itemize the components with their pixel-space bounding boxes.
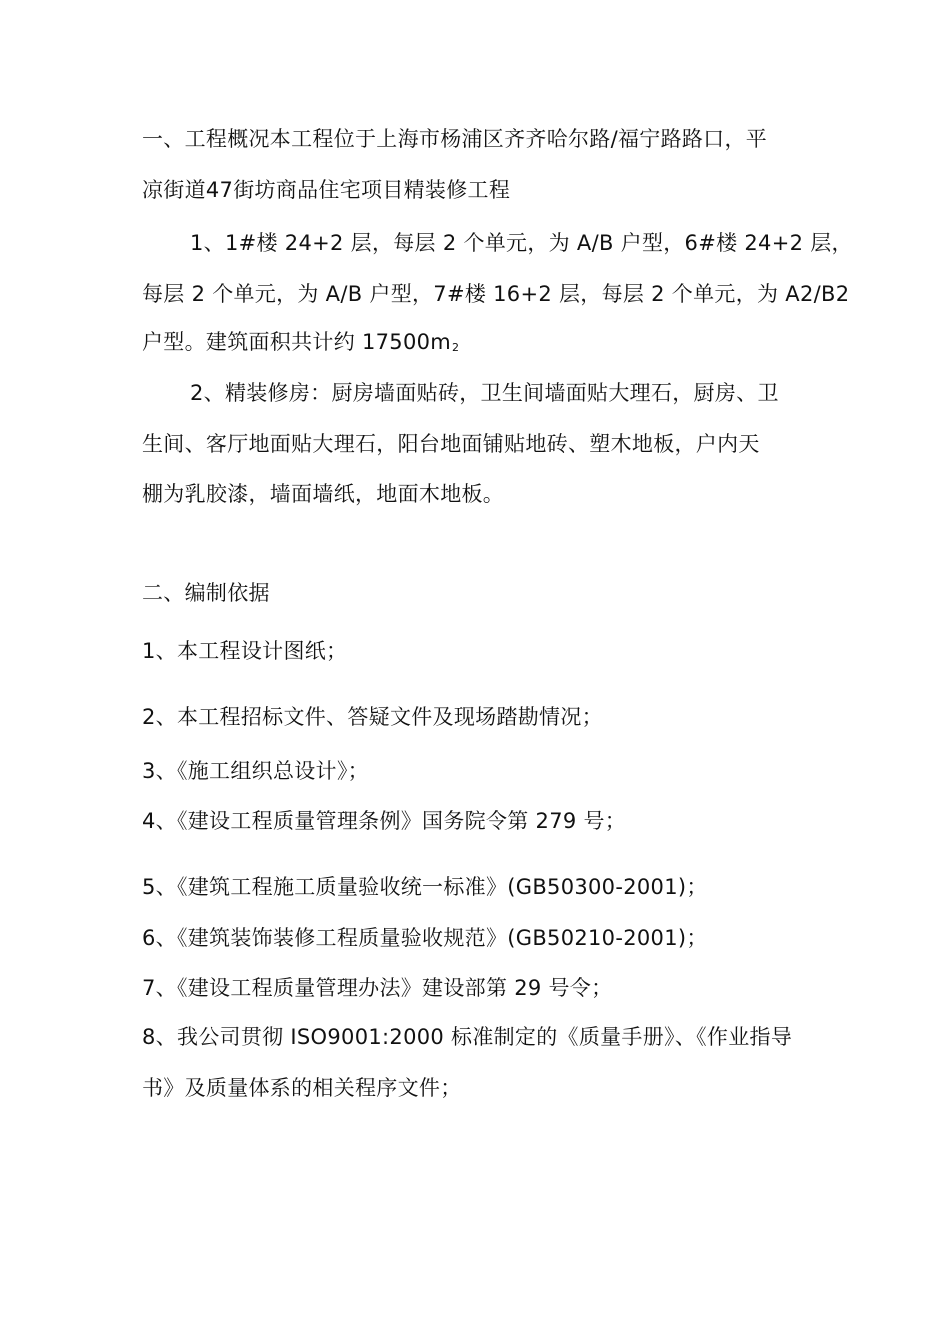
section1-item1-line2: 每层 2 个单元，为 A/B 户型，7#楼 16+2 层，每层 2 个单元，为 A2/B2: [142, 282, 850, 306]
area-unit-subscript: 2: [452, 341, 460, 354]
section1-item1-line1: 1、1#楼 24+2 层，每层 2 个单元，为 A/B 户型，6#楼 24+2 层，: [190, 231, 853, 255]
basis-item-1: 1、本工程设计图纸；: [142, 639, 348, 663]
basis-item-3: 3、《施工组织总设计》；: [142, 759, 369, 783]
section1-heading-line2: 凉街道47街坊商品住宅项目精装修工程: [142, 178, 511, 202]
section1-item1-line3: [142, 328, 459, 362]
section1-item1-line3-text: 户型。建筑面积共计约 17500m: [142, 330, 452, 354]
basis-item-6: 6、《建筑装饰装修工程质量验收规范》(GB50210-2001)；: [142, 926, 708, 950]
section1-item2-line2: 生间、客厅地面贴大理石，阳台地面铺贴地砖、塑木地板，户内天: [142, 432, 760, 456]
section1-item2-line3: 棚为乳胶漆，墙面墙纸，地面木地板。: [142, 482, 505, 506]
section2-heading: 二、编制依据: [142, 581, 270, 605]
basis-item-5: 5、《建筑工程施工质量验收统一标准》(GB50300-2001)；: [142, 875, 708, 899]
section1-item2-line1: 2、精装修房：厨房墙面贴砖，卫生间墙面贴大理石，厨房、卫: [190, 381, 779, 405]
basis-item-4: 4、《建设工程质量管理条例》国务院令第 279 号；: [142, 809, 627, 833]
basis-item-7: 7、《建设工程质量管理办法》建设部第 29 号令；: [142, 976, 613, 1000]
basis-item-8-line1: 8、我公司贯彻 ISO9001:2000 标准制定的《质量手册》、《作业指导: [142, 1025, 793, 1049]
section1-heading-line1: 一、工程概况本工程位于上海市杨浦区齐齐哈尔路/福宁路路口，平: [142, 127, 768, 151]
basis-item-2: 2、本工程招标文件、答疑文件及现场踏勘情况；: [142, 705, 603, 729]
basis-item-8-line2: 书》及质量体系的相关程序文件；: [142, 1076, 462, 1100]
